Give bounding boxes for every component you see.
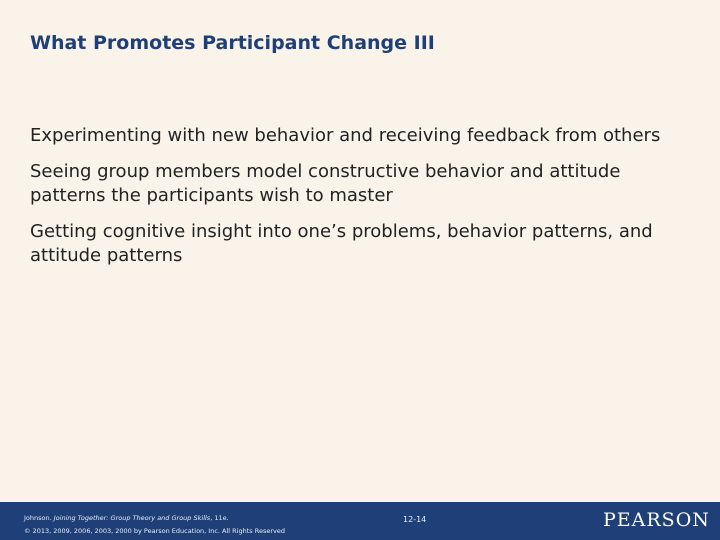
citation	[24, 514, 229, 522]
slide-title: What Promotes Participant Change III	[30, 32, 435, 54]
bullet-list	[30, 124, 680, 280]
citation-title: Joining Together: Group Theory and Group Skills	[53, 514, 211, 522]
bullet-item: Getting cognitive insight into one’s problems, behavior patterns, and attitude patterns	[30, 221, 653, 266]
bullet-item: Experimenting with new behavior and receiving feedback from others	[30, 125, 661, 146]
citation-author: Johnson.	[24, 514, 54, 522]
citation-edition: , 11e.	[210, 514, 229, 522]
copyright-notice: © 2013, 2009, 2006, 2003, 2000 by Pearson Education, Inc. All Rights Reserved	[24, 527, 285, 535]
page-number: 12-14	[403, 515, 427, 524]
pearson-logo: PEARSON	[603, 509, 710, 531]
bullet-item: Seeing group members model constructive behavior and attitude patterns the participants wish to master	[30, 161, 621, 206]
